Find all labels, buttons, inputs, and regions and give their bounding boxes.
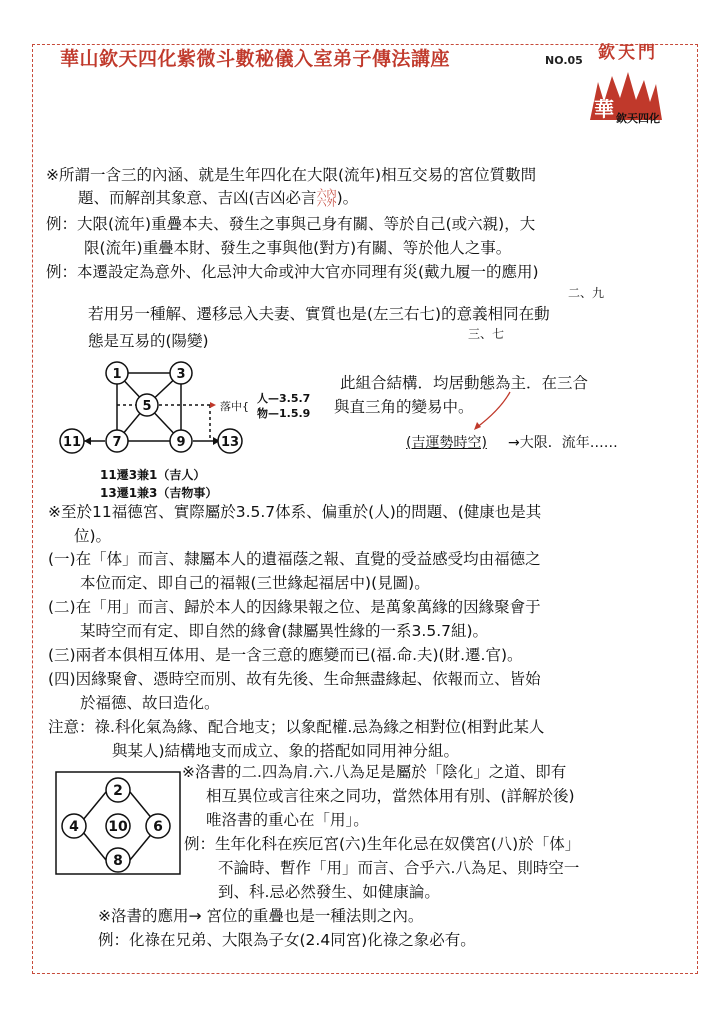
text-line: (二)在「用」而言、歸於本人的因緣果報之位、是萬象萬緣的因緣聚會于 [48,598,541,616]
text-line: (三)兩者本俱相互体用、是一含三意的應變而已(福.命.夫)(財.遷.官)。 [48,646,523,664]
text-line: ※洛書的二.四為肩.六.八為足是屬於「陰化」之道、即有 [182,763,567,781]
text-line: 到、科.忌必然發生、如健康論。 [218,883,440,901]
logo-text: 欽天四化 [616,112,660,125]
text-line: 位)。 [74,527,112,545]
focus-label: 落中{ [220,400,249,413]
annotation: 三、七 [468,327,505,341]
text-line: 與某人)結構地支而成立、象的搭配如同用神分組。 [112,742,460,760]
text-line: (一)在「体」而言、隸屬本人的遺福蔭之報、直覺的受益感受均由福德之 [48,550,541,568]
ruby-note: 六內 六外 [316,188,337,209]
text-line [78,188,358,208]
text-line: 例：大限(流年)重疊本夫、發生之事與己身有關、等於自己(或六親)，大 [46,215,536,233]
text-line: ※所謂一含三的內涵、就是生年四化在大限(流年)相互交易的宮位質數問 [46,166,537,184]
diagram-caption: 13遷1兼3（吉物事） [100,486,218,500]
node-9: 9 [176,435,186,450]
text-line: ※至於11福德宮、實際屬於3.5.7体系、偏重於(人)的問題、(健康也是其 [48,503,542,521]
node-3: 3 [176,367,186,382]
text-line: 不論時、暫作「用」而言、合乎六.八為足、則時空一 [218,859,580,877]
node-8: 8 [113,853,123,869]
text-line: 注意：祿.科化氣為緣、配合地支；以象配權.忌為緣之相對位(相對此某人 [48,718,545,736]
node-4: 4 [69,819,79,835]
text-line: 相互異位或言往來之同功，當然体用有別、(詳解於後) [206,787,575,805]
brand-logo [590,70,662,126]
header-title: 華山欽天四化紫微斗數秘儀入室弟子傳法講座 [60,48,451,70]
text-line: 例：化祿在兄弟、大限為子女(2.4同宮)化祿之象必有。 [98,931,476,949]
luck-label: (吉運勢時空) [406,435,487,451]
diagram-caption: 11遷3兼1（吉人） [100,468,206,482]
node-2: 2 [113,783,123,799]
diagram-note: 此組合結構．均居動態為主．在三合 [340,374,589,392]
text-line: 限(流年)重疊本財、發生之事與他(對方)有關、等於他人之事。 [84,239,512,257]
node-7: 7 [112,435,122,450]
diagram-note: 與直三角的變易中。 [334,398,474,416]
logo-char: 華 [594,97,614,121]
text-line: 例：生年化科在疾厄宮(六)生年化忌在奴僕宮(八)於「体」 [184,835,581,853]
palace-diagram [50,355,340,480]
node-6: 6 [153,819,163,835]
node-10: 10 [108,819,128,835]
text-line: ※洛書的應用→ 宮位的重疊也是一種法則之內。 [98,907,424,925]
text-line: 於福德、故曰造化。 [80,694,220,712]
text-line: 本位而定、即自己的福報(三世緣起福居中)(見圖)。 [80,574,430,592]
issue-number: NO.05 [545,54,583,67]
text-line: 態是互易的(陽變) [88,332,209,350]
text-span: 題、而解剖其象意、吉凶(吉凶必言 [78,189,317,207]
node-11: 11 [62,435,82,450]
text-line: (四)因緣聚會、憑時空而別、故有先後、生命無盡緣起、依報而立、皆始 [48,670,541,688]
text-span: )。 [336,189,359,207]
node-5: 5 [142,399,152,414]
node-13: 13 [220,435,240,450]
text-line: 某時空而有定、即自然的緣會(隸屬異性緣的一系3.5.7組)。 [80,622,489,640]
luck-arrow-text: →大限．流年…… [508,435,618,451]
brand-name: 欽天門 [598,43,658,63]
annotation: 二、九 [568,286,605,300]
arrow-icon [470,390,520,434]
text-line: 例：本遷設定為意外、化忌沖大命或沖大官亦同理有災(戴九履一的應用) [46,263,539,281]
luoshu-diagram [54,770,182,876]
text-line: 若用另一種解、遷移忌入夫妻、實質也是(左三右七)的意義相同在動 [88,305,550,323]
thing-label: 物—1.5.9 [257,407,311,420]
node-1: 1 [112,367,122,382]
person-label: 人—3.5.7 [257,392,311,405]
text-line: 唯洛書的重心在「用」。 [206,811,369,829]
